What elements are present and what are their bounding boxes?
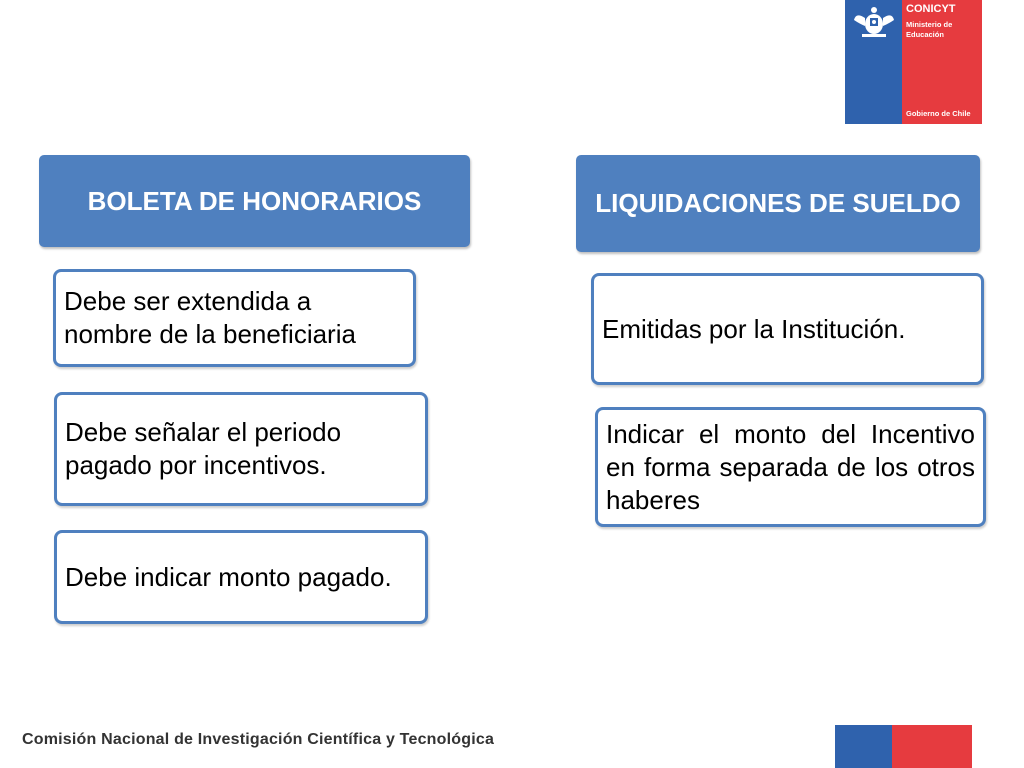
footer-flag-bar <box>835 725 972 768</box>
footer-institution-name: Comisión Nacional de Investigación Científica y Tecnológica <box>22 731 495 748</box>
logo-red-panel <box>902 0 982 124</box>
conicyt-logo <box>845 0 982 124</box>
logo-ministry: Ministerio de Educación <box>906 20 953 39</box>
boleta-item-2-text: Debe señalar el periodo pagado por incentivos. <box>65 417 342 480</box>
logo-government: Gobierno de Chile <box>906 109 971 118</box>
footer-flag-blue <box>835 725 892 768</box>
boleta-header <box>39 155 470 247</box>
liquidaciones-header <box>576 155 980 252</box>
coat-of-arms-icon <box>852 4 896 40</box>
boleta-item-1 <box>53 269 416 367</box>
boleta-header-label: BOLETA DE HONORARIOS <box>87 185 422 216</box>
boleta-item-1-text: Debe ser extendida a nombre de la beneficiaria <box>64 286 356 349</box>
liquidaciones-item-2-text: Indicar el monto del Incentivo en forma separada de los otros haberes <box>606 418 975 515</box>
liquidaciones-item-1 <box>591 273 984 385</box>
liquidaciones-item-1-text: Emitidas por la Institución. <box>602 313 906 344</box>
boleta-item-2 <box>54 392 428 506</box>
boleta-item-3 <box>54 530 428 624</box>
liquidaciones-header-label: LIQUIDACIONES DE SUELDO <box>595 188 961 218</box>
footer-flag-red <box>892 725 972 768</box>
boleta-item-3-text: Debe indicar monto pagado. <box>65 561 392 592</box>
logo-blue-panel <box>845 0 902 124</box>
liquidaciones-item-2 <box>595 407 986 527</box>
logo-org-name: CONICYT <box>906 3 956 15</box>
